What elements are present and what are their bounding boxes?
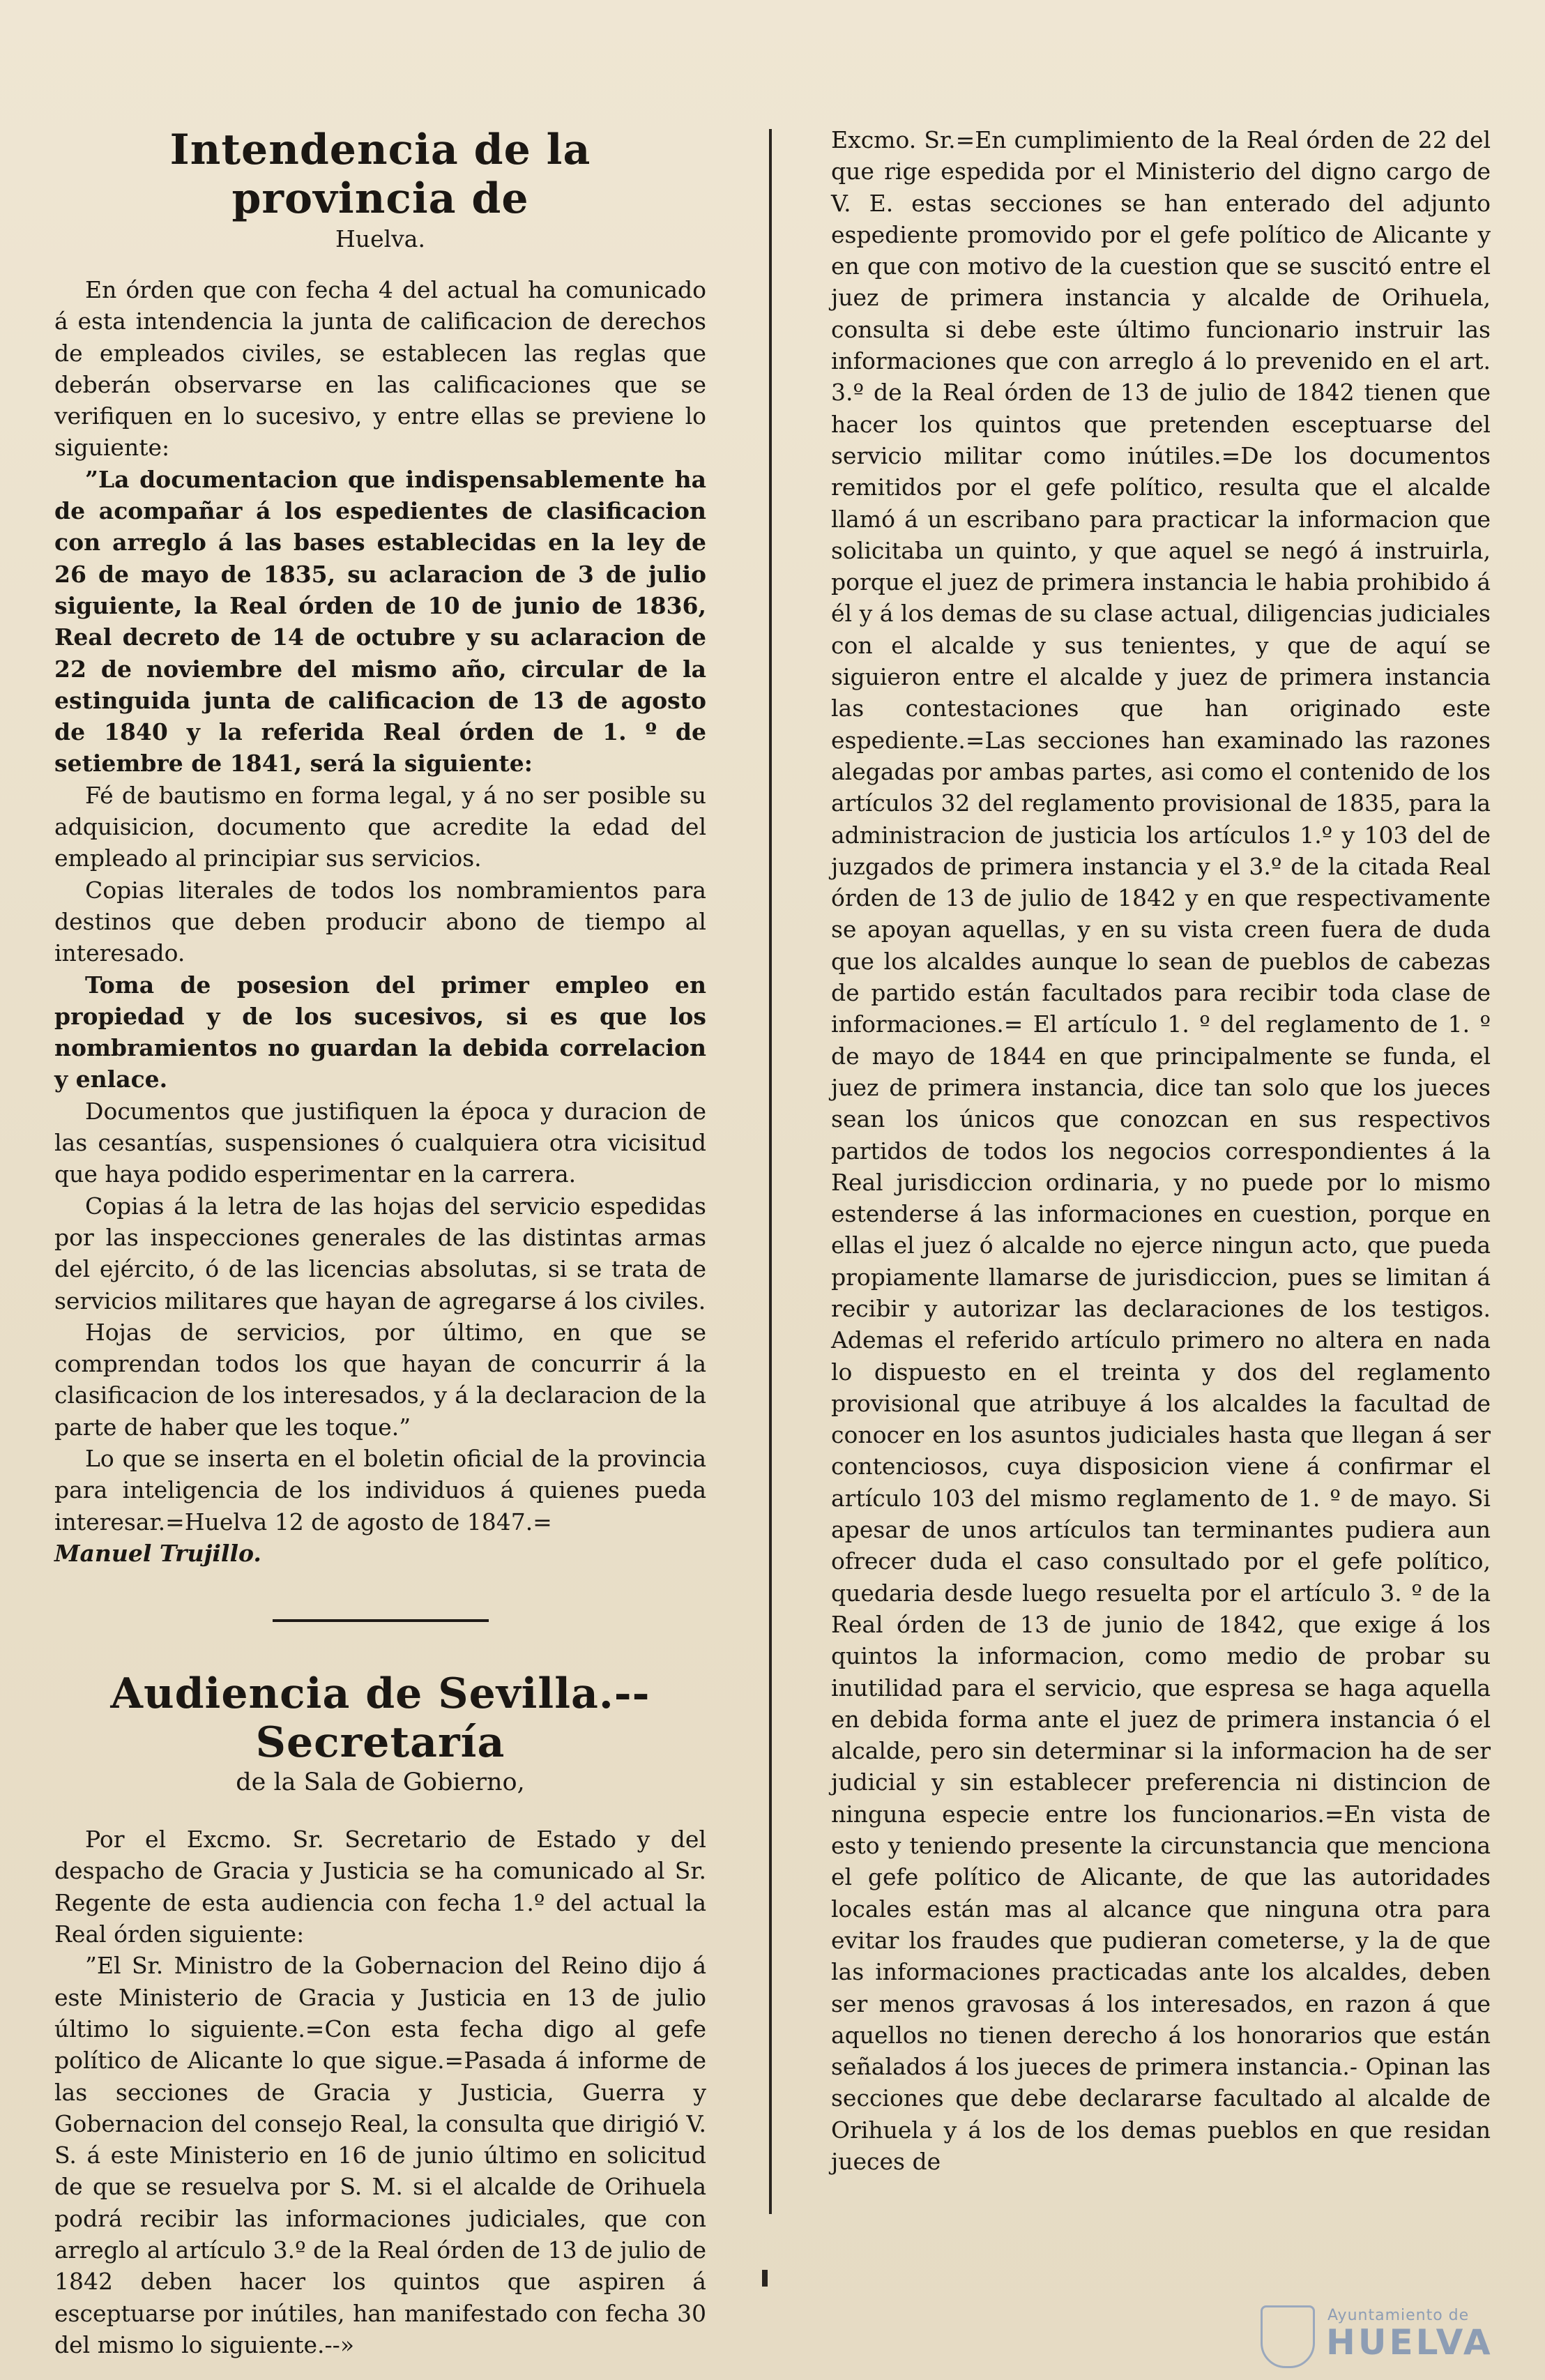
left-column	[54, 105, 706, 2360]
paragraph: Copias á la letra de las hojas del servicio espedidas por las inspecciones generales de las distintas armas del ejército, ó de las licencias absolutas, si se trata de servicios militares que hayan de agregarse á los civiles.	[54, 1192, 706, 1314]
paragraph: Toma de posesion del primer empleo en propiedad y de los sucesivos, si es que los nombramientos no guardan la debida correlacion y enlace.	[54, 971, 706, 1093]
watermark-top: Ayuntamiento de	[1327, 2307, 1470, 2324]
heading-intendencia-sub: Huelva.	[335, 225, 425, 252]
paragraph: ”La documentacion que indispensablemente ha de acompañar á los espedientes de clasificacion con arreglo á las bases establecidas en la ley de 26 de mayo de 1835, su aclaracion de 3 de julio siguiente, la Real órden de 10 de junio de 1836, Real decreto de 14 de octubre y su aclaracion de 22 de noviembre del mismo año, circular de la estinguida junta de calificacion de 13 de agosto de 1840 y la referida Real órden de 1. º de setiembre de 1841, será la siguiente:	[54, 465, 706, 778]
watermark-main: HUELVA	[1326, 2322, 1493, 2363]
signature: Manuel Trujillo.	[54, 1539, 261, 1567]
column-rule-mark	[762, 2270, 768, 2287]
paragraph: ”El Sr. Ministro de la Gobernacion del Reino dijo á este Ministerio de Gracia y Justicia en 13 de julio último lo siguiente.=Con esta fecha digo al gefe político de Alicante lo que sigue.=Pasada á informe de las secciones de Gracia y Justicia, Guerra y Gobernacion del consejo Real, la consulta que dirigió V. S. á este Ministerio en 16 de junio último en solicitud de que se resuelva por S. M. si el alcalde de Orihuela podrá recibir las informaciones judiciales, que con arreglo al artículo 3.º de la Real órden de 13 de julio de 1842 deben hacer los quintos que aspiren á esceptuarse por inútiles, han manifestado con fecha 30 del mismo lo siguiente.--»	[54, 1952, 706, 2358]
heading-audiencia-sub: de la Sala de Gobierno,	[236, 1768, 525, 1797]
heading-intendencia: Intendencia de la provincia de	[169, 126, 591, 223]
paragraph: Documentos que justifiquen la época y duracion de las cesantías, suspensiones ó cualquiera otra vicisitud que haya podido esperimentar en la carrera.	[54, 1097, 706, 1188]
paragraph: Hojas de servicios, por último, en que se comprendan todos los que hayan de concurrir á la clasificacion de los interesados, y á la declaracion de la parte de haber que les toque.”	[54, 1318, 706, 1441]
paragraph: En órden que con fecha 4 del actual ha comunicado á esta intendencia la junta de calificacion de derechos de empleados civiles, se establecen las reglas que deberán observarse en las calificaciones que se verifiquen en lo sucesivo, y entre ellas se previene lo siguiente:	[54, 276, 706, 462]
right-column	[831, 124, 1491, 2177]
paragraph: Excmo. Sr.=En cumplimiento de la Real órden de 22 del que rige espedida por el Ministerio del digno cargo de V. E. estas secciones se han enterado del adjunto espediente promovido por el gefe político de Alicante y en que con motivo de la cuestion que se suscitó entre el juez de primera instancia y alcalde de Orihuela, consulta si debe este último funcionario instruir las informaciones que con arreglo á lo prevenido en el art. 3.º de la Real órden de 13 de julio de 1842 tienen que hacer los quintos que pretenden esceptuarse del servicio militar como inútiles.=De los documentos remitidos por el gefe político, resulta que el alcalde llamó á un escribano para practicar la informacion que solicitaba un quinto, y que aquel se negó á instruirla, porque el juez de primera instancia le habia prohibido á él y á los demas de su clase actual, diligencias judiciales con el alcalde y sus tenientes, y que de aquí se siguieron entre el alcalde y juez de primera instancia las contestaciones que han originado este espediente.=Las secciones han examinado las razones alegadas por ambas partes, asi como el contenido de los artículos 32 del reglamento provisional de 1835, para la administracion de justicia los artículos 1.º y 103 del de juzgados de primera instancia y el 3.º de la citada Real órden de 13 de julio de 1842 y en que respectivamente se apoyan aquellas, y en su vista creen fuera de duda que los alcaldes aunque lo sean de pueblos de cabezas de partido están facultados para recibir toda clase de informaciones.= El artículo 1. º del reglamento de 1. º de mayo de 1844 en que principalmente se funda, el juez de primera instancia, dice tan solo que los jueces sean los únicos que conozcan en sus respectivos partidos de todos los negocios correspondientes á la Real jurisdiccion ordinaria, y no puede por lo mismo estenderse á las informaciones en cuestion, porque en ellas el juez ó alcalde no ejerce ningun acto, que pueda propiamente llamarse de jurisdiccion, pues se limitan á recibir y autorizar las declaraciones de los testigos. Ademas el referido artículo primero no altera en nada lo dispuesto en el treinta y dos del reglamento provisional que atribuye á los alcaldes la facultad de conocer en los asuntos judiciales hasta que llegan á ser contenciosos, cuya disposicion viene á confirmar el artículo 103 del mismo reglamento de 1. º de mayo. Si apesar de unos artículos tan terminantes pudiera aun ofrecer duda el caso consultado por el gefe político, quedaria desde luego resuelta por el artículo 3. º de la Real órden de 13 de junio de 1842, que exige á los quintos la informacion, como medio de probar su inutilidad para el servicio, que espresa se haga aquella en debida forma ante el juez de primera instancia ó el alcalde, pero sin determinar si la informacion ha de ser judicial y sin establecer preferencia ni distincion de ninguna especie entre los funcionarios.=En vista de esto y teniendo presente la circunstancia que menciona el gefe político de Alicante, de que las autoridades locales están mas al alcance que ninguna otra para evitar los fraudes que pudieran cometerse, y la de que las informaciones practicadas ante los alcaldes, deben ser menos gravosas á los interesados, en razon á que aquellos no tienen derecho á los honorarios que están señalados á los jueces de primera instancia.- Opinan las secciones que debe declararse facultado al alcalde de Orihuela y á los de los demas pueblos en que residan jueces de	[831, 126, 1491, 2175]
column-rule	[769, 129, 772, 2214]
watermark	[1261, 2301, 1525, 2371]
paragraph: Por el Excmo. Sr. Secretario de Estado y del despacho de Gracia y Justicia se ha comunicado al Sr. Regente de esta audiencia con fecha 1.º del actual la Real órden siguiente:	[54, 1826, 706, 1948]
paragraph: Copias literales de todos los nombramientos para destinos que deben producir abono de tiempo al interesado.	[54, 876, 706, 967]
paragraph: Lo que se inserta en el boletin oficial de la provincia para inteligencia de los individuos á quienes pueda interesar.=Huelva 12 de agosto de 1847.=	[54, 1444, 706, 1536]
paragraph: Fé de bautismo en forma legal, y á no ser posible su adquisicion, documento que acredite la edad del empleado al principiar sus servicios.	[54, 781, 706, 872]
heading-audiencia: Audiencia de Sevilla.--Secretaría	[110, 1669, 650, 1768]
coat-of-arms-icon	[1261, 2305, 1315, 2368]
section-divider	[273, 1619, 489, 1622]
